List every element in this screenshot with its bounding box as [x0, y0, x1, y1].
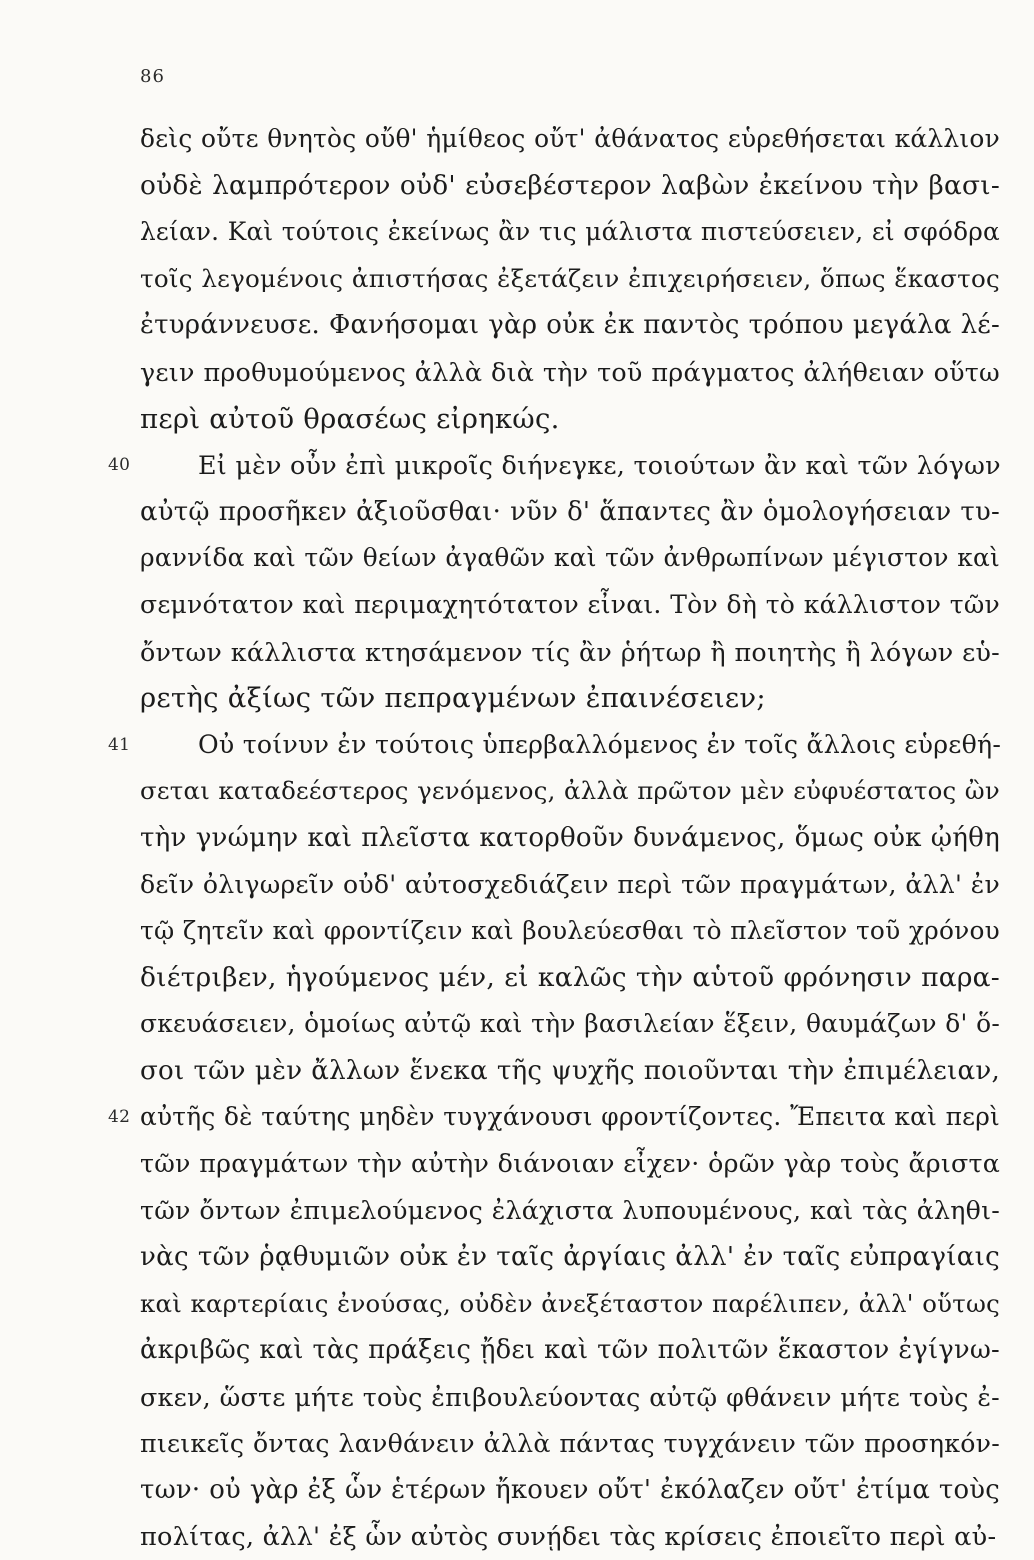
text-line [140, 1141, 1000, 1188]
text-line [140, 163, 1000, 210]
line-text: των· οὐ γὰρ ἐξ ὧν ἑτέρων ἤκουεν οὔτ' ἐκόλαζεν οὔτ' ἐτίμα τοὺς [140, 1475, 1000, 1506]
line-text: Οὐ τοίνυν ἐν τούτοις ὑπερβαλλόμενος ἐν τοῖς ἄλλοις εὑρεθή- [198, 729, 1002, 759]
line-text: περὶ αὐτοῦ θρασέως εἰρηκώς. [140, 402, 560, 435]
line-text: καὶ καρτερίαις ἐνούσας, οὐδὲν ἀνεξέταστον παρέλιπεν, ἀλλ' οὕτως [140, 1288, 1000, 1318]
line-text: γειν προθυμούμενος ἀλλὰ διὰ τὴν τοῦ πράγματος ἀλήθειαν οὕτω [140, 356, 1000, 387]
text-line [140, 675, 1000, 722]
text-line [140, 1327, 1000, 1374]
line-text: σοι τῶν μὲν ἄλλων ἕνεκα τῆς ψυχῆς ποιοῦνται τὴν ἐπιμέλειαν, [140, 1055, 1000, 1086]
line-text: δεῖν ὀλιγωρεῖν οὐδ' αὐτοσχεδιάζειν περὶ τῶν πραγμάτων, ἀλλ' ἐν [140, 869, 1000, 899]
text-line [140, 396, 1000, 443]
text-line [140, 862, 1000, 909]
text-line [140, 908, 1000, 955]
line-text: τῷ ζητεῖν καὶ φροντίζειν καὶ βουλεύεσθαι τὸ πλεῖστον τοῦ χρόνου [140, 916, 1000, 946]
text-line [108, 722, 1002, 769]
text-line [140, 1281, 1000, 1328]
line-text: τῶν ὄντων ἐπιμελούμενος ἐλάχιστα λυπουμένους, καὶ τὰς ἀληθι- [140, 1195, 1000, 1225]
text-line [140, 1188, 1000, 1235]
line-text: πιεικεῖς ὄντας λανθάνειν ἀλλὰ πάντας τυγχάνειν τῶν προσηκόν- [140, 1428, 1000, 1458]
section-number: 40 [108, 455, 131, 476]
text-line [140, 256, 1000, 303]
page-number: 86 [140, 66, 165, 87]
section-number: 42 [108, 1107, 131, 1128]
text-line [140, 489, 1000, 536]
text-line [140, 955, 1000, 1002]
text-line [140, 116, 1000, 163]
line-text: δεὶς οὔτε θνητὸς οὔθ' ἡμίθεος οὔτ' ἀθάνατος εὑρεθήσεται κάλλιον [140, 124, 1000, 153]
greek-text-body [108, 116, 1002, 1560]
line-text: πολίτας, ἀλλ' ἐξ ὧν αὐτὸς συνῄδει τὰς κρίσεις ἐποιεῖτο περὶ αὐ- [140, 1521, 997, 1552]
text-line [140, 1048, 1000, 1095]
line-text: αὐτῷ προσῆκεν ἀξιοῦσθαι· νῦν δ' ἅπαντες ἂν ὁμολογήσειαν τυ- [140, 496, 1000, 527]
text-line [140, 768, 1000, 815]
text-line [108, 1094, 1000, 1141]
line-text: τὴν γνώμην καὶ πλεῖστα κατορθοῦν δυνάμενος, ὅμως οὐκ ᾠήθη [140, 822, 1000, 853]
line-text: διέτριβεν, ἡγούμενος μέν, εἰ καλῶς τὴν αὑτοῦ φρόνησιν παρα- [140, 961, 1000, 993]
text-line [140, 349, 1000, 396]
line-text: Εἰ μὲν οὖν ἐπὶ μικροῖς διήνεγκε, τοιούτων ἂν καὶ τῶν λόγων [198, 450, 1001, 481]
line-text: ἀκριβῶς καὶ τὰς πράξεις ᾔδει καὶ τῶν πολιτῶν ἕκαστον ἐγίγνω- [140, 1335, 1000, 1366]
text-line [140, 302, 1000, 349]
line-text: λείαν. Καὶ τούτοις ἐκείνως ἂν τις μάλιστα πιστεύσειεν, εἰ σφόδρα [140, 217, 1000, 247]
text-line [140, 629, 1000, 676]
line-text: σεμνότατον καὶ περιμαχητότατον εἶναι. Τὸν δὴ τὸ κάλλιστον τῶν [140, 589, 1000, 619]
text-line [140, 815, 1000, 862]
text-line [140, 582, 1000, 629]
line-text: σκευάσειεν, ὁμοίως αὐτῷ καὶ τὴν βασιλείαν ἕξειν, θαυμάζων δ' ὅ- [140, 1009, 1000, 1039]
text-line [140, 1374, 1000, 1421]
line-text: ὄντων κάλλιστα κτησάμενον τίς ἂν ῥήτωρ ἢ ποιητὴς ἢ λόγων εὑ- [140, 636, 1000, 667]
text-line [140, 1001, 1000, 1048]
line-text: σκεν, ὥστε μήτε τοὺς ἐπιβουλεύοντας αὐτῷ φθάνειν μήτε τοὺς ἐ- [140, 1382, 1000, 1413]
line-text: αὐτῆς δὲ ταύτης μηδὲν τυγχάνουσι φροντίζοντες. Ἔπειτα καὶ περὶ [140, 1102, 1000, 1132]
text-line [140, 1234, 1000, 1281]
text-line [140, 1467, 1000, 1514]
line-text: νὰς τῶν ῥᾳθυμιῶν οὐκ ἐν ταῖς ἀργίαις ἀλλ' ἐν ταῖς εὐπραγίαις [140, 1242, 1000, 1273]
text-line [140, 1514, 1000, 1560]
section-number: 41 [108, 734, 131, 755]
text-line [140, 1421, 1000, 1468]
line-text: ραννίδα καὶ τῶν θείων ἀγαθῶν καὶ τῶν ἀνθρωπίνων μέγιστον καὶ [140, 543, 1000, 573]
text-line [140, 535, 1000, 582]
line-text: ἐτυράννευσε. Φανήσομαι γὰρ οὐκ ἐκ παντὸς τρόπου μεγάλα λέ- [140, 310, 1000, 341]
line-text: τῶν πραγμάτων τὴν αὐτὴν διάνοιαν εἶχεν· ὁρῶν γὰρ τοὺς ἄριστα [140, 1149, 1000, 1179]
line-text: σεται καταδεέστερος γενόμενος, ἀλλὰ πρῶτον μὲν εὐφυέστατος ὢν [140, 776, 1000, 806]
line-text: ρετὴς ἀξίως τῶν πεπραγμένων ἐπαινέσειεν; [140, 682, 766, 715]
line-text: οὐδὲ λαμπρότερον οὐδ' εὐσεβέστερον λαβὼν ἐκείνου τὴν βασι- [140, 170, 1000, 201]
text-line [140, 209, 1000, 256]
text-line [108, 442, 1001, 489]
line-text: τοῖς λεγομένοις ἀπιστήσας ἐξετάζειν ἐπιχειρήσειεν, ὅπως ἕκαστος [140, 263, 1000, 293]
